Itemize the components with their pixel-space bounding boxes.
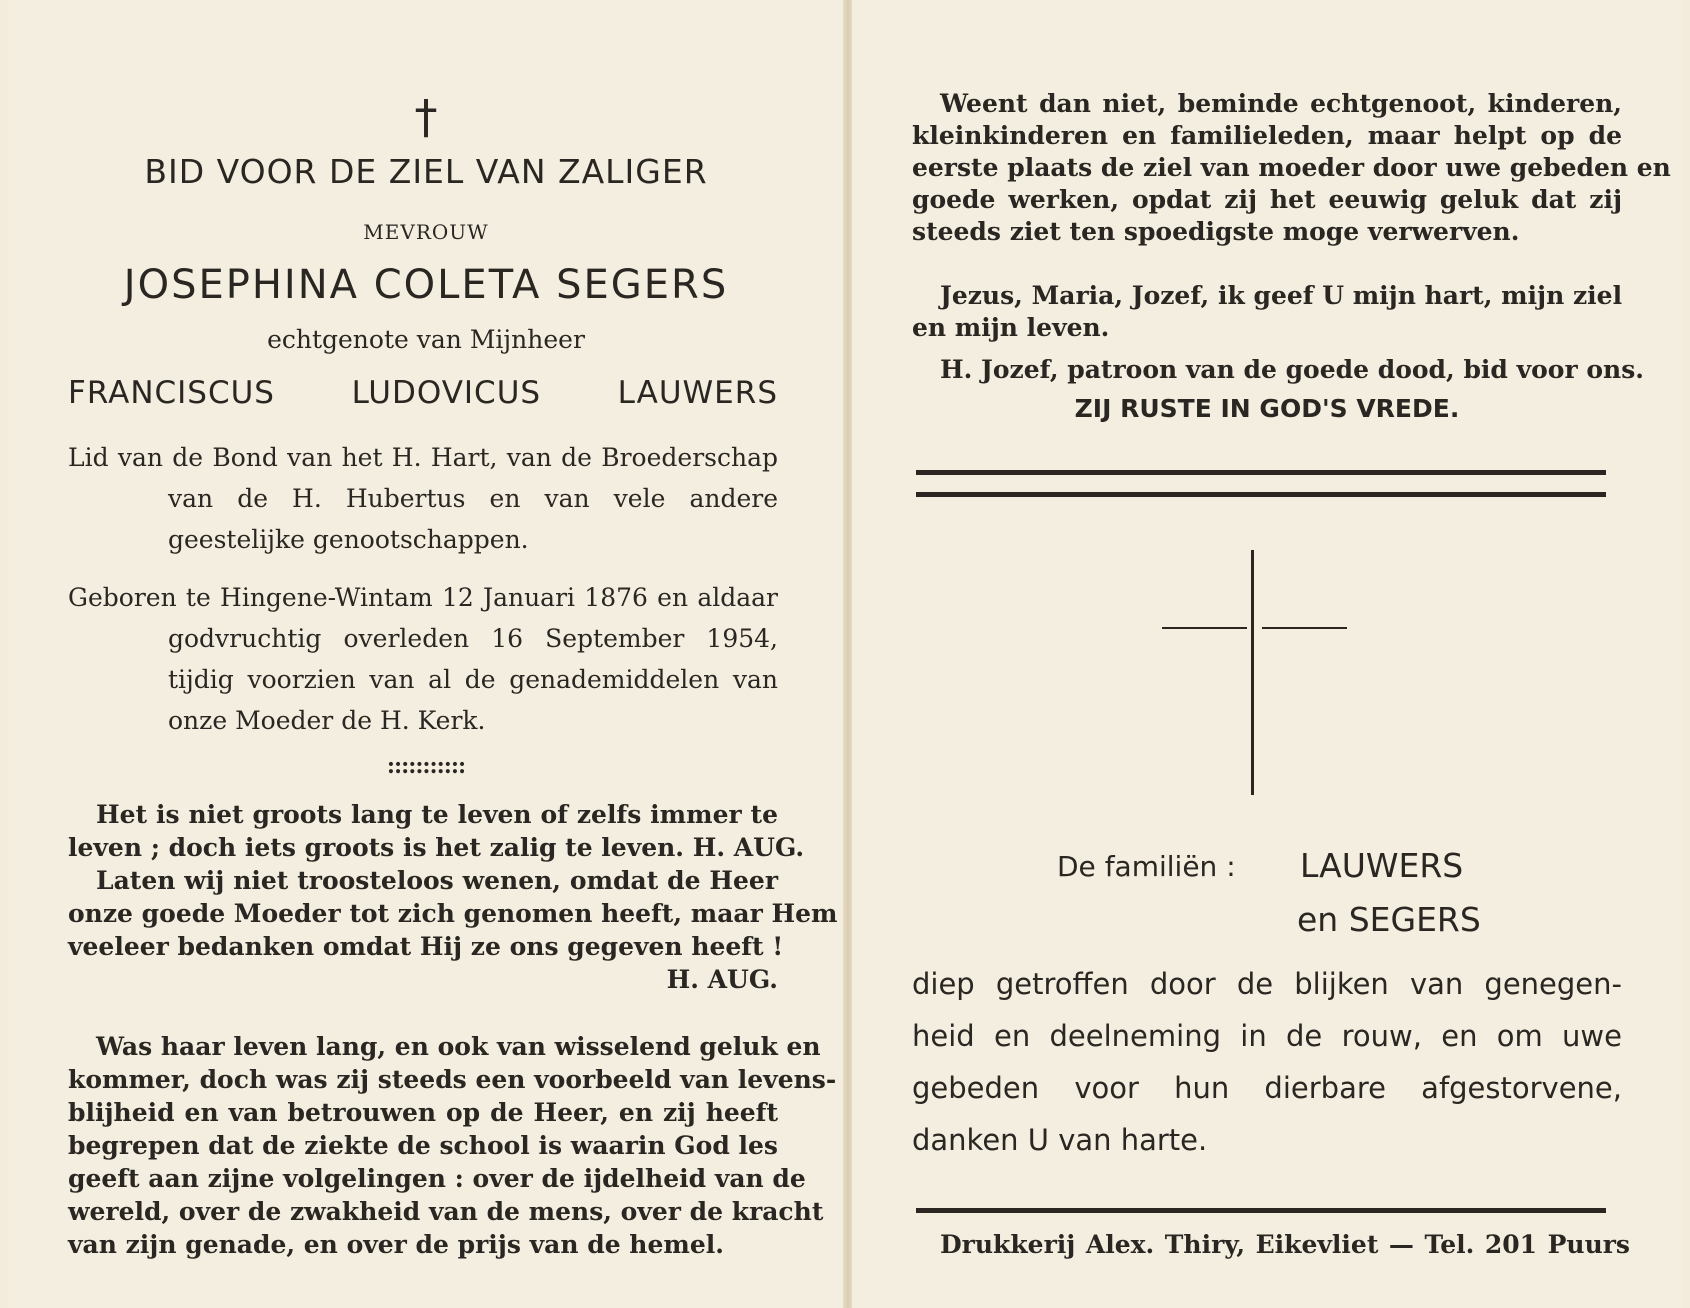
ornament-divider: ::::::::::: [386, 753, 466, 779]
cross-icon-arm-left [1162, 627, 1247, 629]
families-label: De familiën : [1057, 850, 1236, 883]
quote-line: Het is niet groots lang te leven of zelfs immer te [96, 800, 778, 829]
spouse-intro: echtgenote van Mijnheer [267, 325, 585, 354]
life-line: geeft aan zijne volgelingen : over de ijdelheid van de [68, 1164, 806, 1193]
birth-line: tijdig voorzien van al de genademiddelen van [168, 665, 778, 694]
thanks-line: danken U van harte. [912, 1123, 1208, 1157]
exhortation-line: eerste plaats de ziel van moeder door uwe gebeden en [912, 153, 1671, 182]
membership-line: van de H. Hubertus en van vele andere [168, 484, 778, 513]
quote-line: veeleer bedanken omdat Hij ze ons gegeven heeft ! [68, 932, 784, 961]
membership-line: Lid van de Bond van het H. Hart, van de Broederschap [68, 443, 778, 472]
prayer-line: Jezus, Maria, Jozef, ik geef U mijn hart, mijn ziel [940, 281, 1623, 310]
title-label: MEVROUW [363, 220, 489, 244]
life-line: begrepen dat de ziekte de school is waarin God les [68, 1131, 778, 1160]
quote-attribution: H. AUG. [666, 965, 778, 994]
life-line: Was haar leven lang, en ook van wisselend geluk en [96, 1032, 821, 1061]
life-line: kommer, doch was zij steeds een voorbeeld van levens- [68, 1065, 837, 1094]
life-line: wereld, over de zwakheid van de mens, over de kracht [68, 1197, 824, 1226]
quote-line: Laten wij niet troosteloos wenen, omdat de Heer [96, 866, 778, 895]
quote-line: leven ; doch iets groots is het zalig te leven. H. AUG. [68, 833, 805, 862]
membership-line: geestelijke genootschappen. [168, 525, 529, 554]
exhortation-line: steeds ziet ten spoedigste moge verwerven. [912, 217, 1520, 246]
family-lauwers: LAUWERS [1300, 846, 1464, 885]
deceased-name: JOSEPHINA COLETA SEGERS [123, 262, 729, 308]
quote-line: onze goede Moeder tot zich genomen heeft, maar Hem [68, 899, 838, 928]
birth-line: Geboren te Hingene-Wintam 12 Januari 1876 en aldaar [68, 583, 778, 612]
exhortation-line: Weent dan niet, beminde echtgenoot, kinderen, [940, 89, 1622, 118]
joseph-prayer: H. Jozef, patroon van de goede dood, bid voor ons. [940, 355, 1644, 384]
life-line: blijheid en van betrouwen op de Heer, en zij heeft [68, 1098, 778, 1127]
thanks-line: heid en deelneming in de rouw, en om uwe [912, 1019, 1622, 1053]
double-rule-bottom [916, 492, 1606, 497]
family-segers: en SEGERS [1297, 900, 1481, 939]
life-line: van zijn genade, en over de prijs van de hemel. [68, 1230, 724, 1259]
thanks-line: gebeden voor hun dierbare afgestorvene, [912, 1071, 1622, 1105]
birth-line: godvruchtig overleden 16 September 1954, [168, 624, 778, 653]
printer-credit: Drukkerij Alex. Thiry, Eikevliet — Tel. 201 Puurs [940, 1230, 1630, 1259]
footer-rule [916, 1208, 1606, 1213]
prayer-heading: BID VOOR DE ZIEL VAN ZALIGER [144, 152, 708, 191]
rest-in-peace: ZIJ RUSTE IN GOD'S VREDE. [1074, 394, 1460, 423]
cross-icon: † [414, 90, 438, 144]
cross-icon-vertical [1251, 550, 1254, 795]
right-page [852, 0, 1682, 1308]
exhortation-line: kleinkinderen en familieleden, maar helpt op de [912, 121, 1622, 150]
cross-icon-arm-right [1262, 627, 1347, 629]
prayer-line: en mijn leven. [912, 313, 1110, 342]
exhortation-line: goede werken, opdat zij het eeuwig geluk dat zij [912, 185, 1622, 214]
left-page [8, 0, 844, 1308]
spouse-name: FRANCISCUS LUDOVICUS LAUWERS [68, 375, 778, 411]
thanks-line: diep getroffen door de blijken van genegen- [912, 967, 1622, 1001]
birth-line: onze Moeder de H. Kerk. [168, 706, 486, 735]
double-rule-top [916, 470, 1606, 475]
